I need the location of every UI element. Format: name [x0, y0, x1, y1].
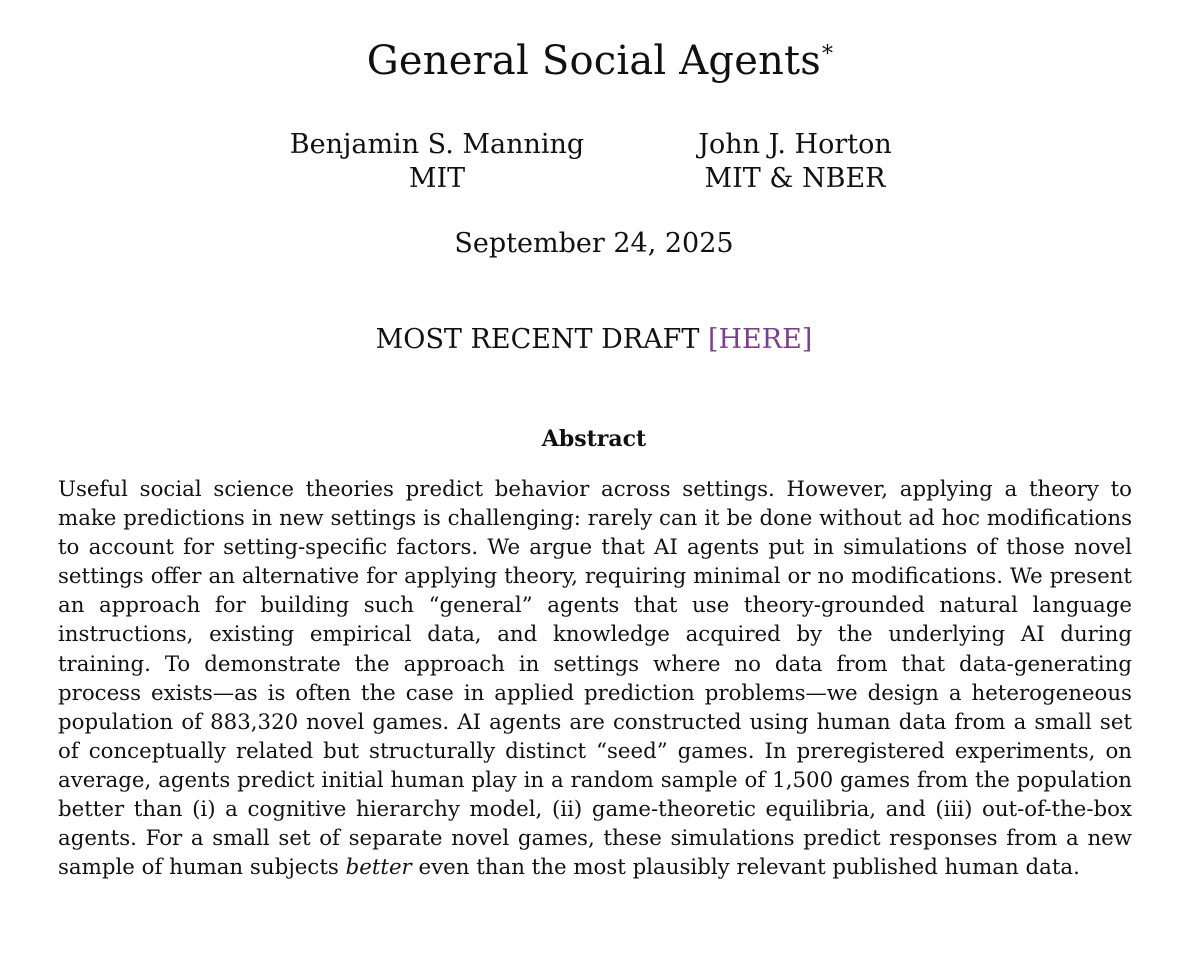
- title-footnote-mark[interactable]: *: [822, 42, 834, 67]
- author-affiliation: MIT: [408, 163, 466, 194]
- abstract-text-part-2: even than the most plausibly relevant published human data.: [411, 855, 1080, 881]
- draft-link[interactable]: [HERE]: [707, 324, 813, 355]
- draft-notice: [0, 323, 1188, 357]
- author-block-1: [262, 128, 612, 196]
- abstract-heading: Abstract: [541, 426, 647, 452]
- abstract-text-part-1: Useful social science theories predict behavior across settings. However, applying a theory to make predictions in new settings is challenging: rarely can it be done without ad hoc modifications to account for setting-specific factors. We argue that AI agents put in simulations of those novel settings offer an alternative for applying theory, requiring minimal or no modifications. We present an approach for building such “general” agents that use theory-grounded natural language instructions, existing empirical data, and knowledge acquired by the underlying AI during training. To demonstrate the approach in settings where no data from that data-generating process exists—as is often the case in applied prediction problems—we design a heterogeneous population of 883,320 novel games. AI agents are constructed using human data from a small set of conceptually related but structurally distinct “seed” games. In preregistered experiments, on average, agents predict initial human play in a random sample of 1,500 games from the population better than (i) a cognitive hierarchy model, (ii) game-theoretic equilibria, and (iii) out-of-the-box agents. For a small set of separate novel games, these simulations predict responses from a new sample of human subjects: [58, 477, 1132, 881]
- author-affiliation: MIT & NBER: [704, 163, 886, 194]
- paper-date: September 24, 2025: [454, 228, 734, 259]
- author-name: John J. Horton: [698, 129, 892, 160]
- draft-notice-text: MOST RECENT DRAFT: [375, 324, 708, 355]
- abstract-body: [58, 475, 1132, 882]
- paper-title: [0, 36, 1200, 86]
- abstract-emphasis: better: [345, 855, 412, 881]
- author-name: Benjamin S. Manning: [289, 129, 585, 160]
- paper-title-text: General Social Agents: [366, 38, 822, 84]
- author-block-2: [620, 128, 970, 196]
